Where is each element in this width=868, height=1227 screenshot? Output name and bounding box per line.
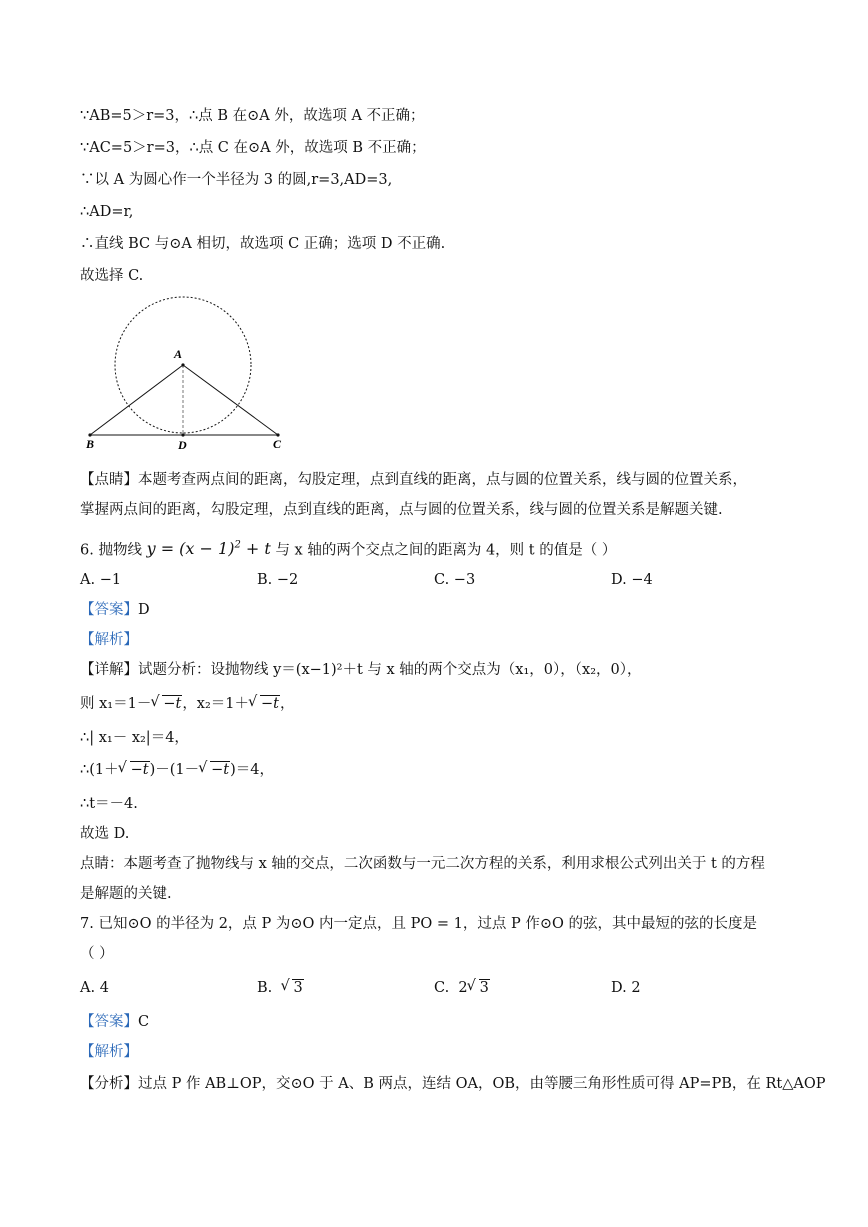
q7-option-d: D. 2 xyxy=(611,980,641,996)
q6-option-d: D. −4 xyxy=(611,572,653,588)
q7-option-b-radicand: 3 xyxy=(293,980,303,996)
dianjing-text-1: 本题考查两点间的距离，勾股定理，点到直线的距离，点与圆的位置关系，线与圆的位置关系， xyxy=(138,472,747,488)
q6-stem xyxy=(80,536,616,560)
dianjing-line-1 xyxy=(80,470,747,490)
q7-fenxi xyxy=(80,1074,826,1094)
q7-stem-2: （ ） xyxy=(80,946,114,962)
q6-stem-b: 与 x 轴的两个交点之间的距离为 4，则 t 的值是（ ） xyxy=(270,542,617,559)
detail2-b: ，x₂＝1＋ xyxy=(182,696,250,712)
geometry-figure xyxy=(80,290,290,450)
q6-detail-6: 故选 D. xyxy=(80,826,130,842)
point-d xyxy=(181,433,184,436)
q6-detail-5: ∴t＝－4. xyxy=(80,796,138,812)
dianjing-line-2: 掌握两点间的距离，勾股定理，点到直线的距离，点与圆的位置关系，线与圆的位置关系是解题关键. xyxy=(80,502,723,518)
q7-analysis-tag: 【解析】 xyxy=(80,1044,138,1060)
sqrt-3-c xyxy=(468,978,490,998)
q7-option-c xyxy=(434,978,490,998)
sqrt-neg-t-1 xyxy=(151,694,182,714)
radicand: −t xyxy=(130,762,149,778)
line-ab-outside: ∵AB=5＞r=3，∴点 B 在⊙A 外，故选项 A 不正确； xyxy=(80,108,425,124)
detail4-a: ∴(1＋ xyxy=(80,762,119,778)
label-c: C xyxy=(273,437,282,450)
radicand: −t xyxy=(163,696,182,712)
q7-option-b xyxy=(257,978,304,998)
q7-stem-1: 7. 已知⊙O 的半径为 2，点 P 为⊙O 内一定点，且 PO = 1，过点 P 作⊙O 的弦，其中最短的弦的长度是 xyxy=(80,916,758,932)
q6-option-c: C. −3 xyxy=(434,572,476,588)
q7-option-b-label: B. xyxy=(257,980,273,996)
answer-value: D xyxy=(138,602,150,618)
sqrt-3-b xyxy=(281,978,303,998)
detail4-c: )＝4， xyxy=(230,762,275,778)
detail-tag: 【详解】 xyxy=(80,662,138,678)
label-d: D xyxy=(178,438,187,450)
q6-detail-3: ∴| x₁－ x₂|＝4， xyxy=(80,730,189,746)
q6-eq-tail: + t xyxy=(240,539,271,559)
detail-text-1: 试题分析：设抛物线 y＝(x−1)²＋t 与 x 轴的两个交点为（x₁，0），（x₂，0）， xyxy=(138,662,642,678)
dianjing-tag: 【点睛】 xyxy=(80,472,138,488)
q6-eq-sup: 2 xyxy=(234,540,241,551)
line-ad-equals-r: ∴AD=r, xyxy=(80,204,134,220)
q6-stem-a: 6. 抛物线 xyxy=(80,542,147,559)
radicand: −t xyxy=(261,696,280,712)
line-circle-radius: ∵以 A 为圆心作一个半径为 3 的圆,r=3,AD=3, xyxy=(80,172,393,188)
q6-eq-main: y = (x − 1) xyxy=(146,539,235,559)
segment-ac xyxy=(183,365,278,435)
answer-value: C xyxy=(138,1014,150,1030)
line-choose-c: 故选择 C. xyxy=(80,268,144,284)
point-a xyxy=(181,363,184,366)
q7-option-c-label: C. xyxy=(434,980,450,996)
q6-option-b: B. −2 xyxy=(257,572,299,588)
sqrt-neg-t-2 xyxy=(249,694,280,714)
detail2-c: ， xyxy=(280,696,295,712)
q6-analysis-tag: 【解析】 xyxy=(80,632,138,648)
line-tangent-conclusion: ∴直线 BC 与⊙A 相切，故选项 C 正确；选项 D 不正确. xyxy=(80,236,446,252)
line-ac-outside: ∵AC=5＞r=3，∴点 C 在⊙A 外，故选项 B 不正确； xyxy=(80,140,426,156)
answer-tag: 【答案】 xyxy=(80,602,138,618)
detail4-b: )－(1－ xyxy=(149,762,200,778)
detail2-a: 则 x₁＝1－ xyxy=(80,696,152,712)
fenxi-text: 过点 P 作 AB⊥OP，交⊙O 于 A、B 两点，连结 OA，OB，由等腰三角形性质可得 AP=PB，在 Rt△AOP xyxy=(138,1076,826,1092)
label-a: A xyxy=(174,347,183,361)
q6-detail-4 xyxy=(80,760,274,780)
segment-ab xyxy=(90,365,183,435)
q7-option-c-radicand: 3 xyxy=(479,980,489,996)
fenxi-tag: 【分析】 xyxy=(80,1076,138,1092)
answer-tag: 【答案】 xyxy=(80,1014,138,1030)
q7-option-a: A. 4 xyxy=(80,980,109,996)
sqrt-neg-t-3 xyxy=(119,760,150,780)
radicand: −t xyxy=(211,762,230,778)
q6-detail-1 xyxy=(80,660,642,680)
q7-option-c-coef: 2 xyxy=(458,980,468,996)
q6-option-a: A. −1 xyxy=(80,572,122,588)
q6-equation xyxy=(147,539,271,558)
sqrt-neg-t-4 xyxy=(199,760,230,780)
q7-answer xyxy=(80,1012,149,1032)
q6-answer xyxy=(80,600,150,620)
label-b: B xyxy=(86,437,95,450)
q6-detail-2 xyxy=(80,694,295,714)
q6-note-2: 是解题的关键. xyxy=(80,886,172,902)
q6-note-1: 点睛：本题考查了抛物线与 x 轴的交点，二次函数与一元二次方程的关系，利用求根公式列出关于 t 的方程 xyxy=(80,856,765,872)
